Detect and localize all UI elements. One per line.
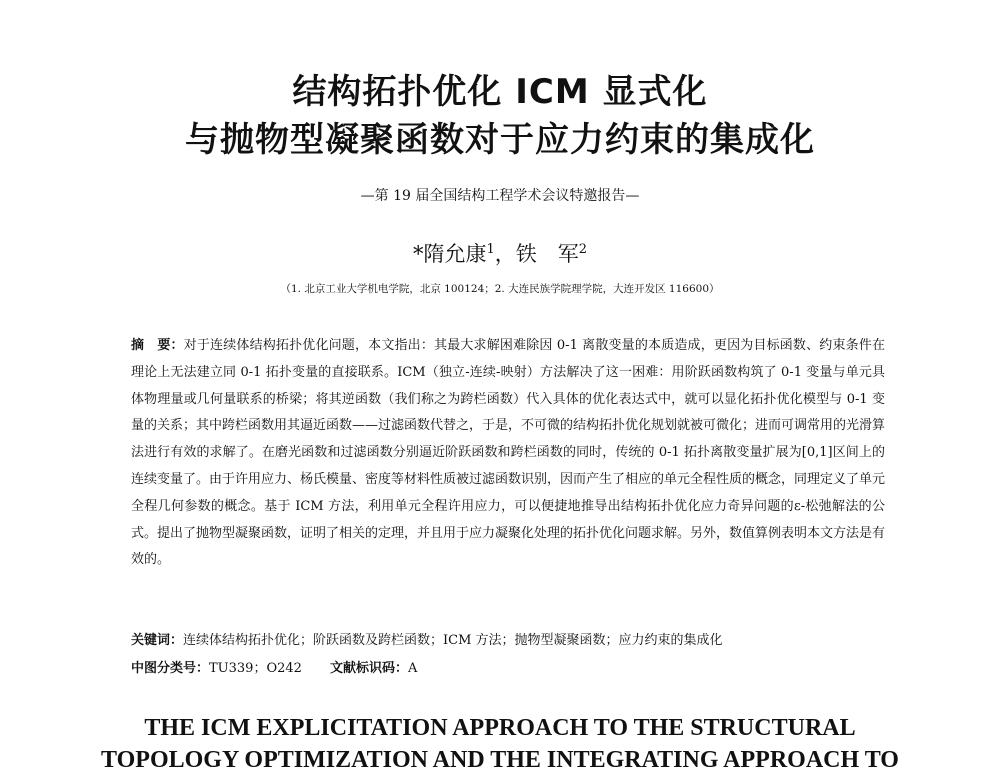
subtitle: —第 19 届全国结构工程学术会议特邀报告—	[360, 188, 640, 204]
keywords-label: 关键词：	[131, 633, 184, 648]
keywords	[131, 631, 885, 651]
author-2-name: 铁 军	[515, 242, 579, 266]
abstract-text: 对于连续体结构拓扑优化问题，本文指出：其最大求解困难除因 0-1 离散变量的本质造成，更因为目标函数、约束条件在理论上无法建立同 0-1 拓扑变量的直接联系。ICM（独立-连续-映射）方法解决了这一困难：用阶跃函数构筑了 0-1 变量与单元具体物理量或几何量联系的桥梁；将其逆函数（我们称之为跨栏函数）代入具体的优化表达式中，就可以显化拓扑优化模型与 0-1 变量的关系；其中跨栏函数用其逼近函数——过滤函数代替之，于是，不可微的结构拓扑优化规划就被可微化；进而可调常用的光滑算法进行有效的求解了。在磨光函数和过滤函数分别逼近阶跃函数和跨栏函数的同时，传统的 0-1 拓扑离散变量扩展为[0,1]区间上的连续变量了。由于许用应力、杨氏模量、密度等材料性质被过滤函数识别，因而产生了相应的单元全程性质的概念，同理定义了单元全程几何参数的概念。基于 ICM 方法，利用单元全程许用应力，可以便捷地推导出结构拓扑优化应力奇异问题的ε-松弛解法的公式。提出了抛物型凝聚函数，证明了相关的定理，并且用于应力凝聚化处理的拓扑优化问题求解。另外，数值算例表明本文方法是有效的。	[131, 338, 886, 568]
clc-label: 中图分类号：	[131, 661, 210, 676]
english-title-line-2: TOPOLOGY OPTIMIZATION AND THE INTEGRATING APPROACH TO	[101, 747, 899, 773]
classification-line	[131, 659, 885, 679]
keywords-text: 连续体结构拓扑优化；阶跃函数及跨栏函数；ICM 方法；抛物型凝聚函数；应力约束的集成化	[183, 633, 723, 648]
doc-code-label: 文献标识码：	[329, 661, 408, 676]
clc-value: TU339；O242	[209, 661, 302, 676]
english-title-line-1: THE ICM EXPLICITATION APPROACH TO THE STRUCTURAL	[144, 715, 856, 741]
author-1-affil-mark: 1	[486, 242, 495, 257]
author-1-name: *隋允康	[412, 242, 487, 266]
author-2-affil-mark: 2	[578, 242, 588, 257]
affiliation: （1. 北京工业大学机电学院，北京 100124；2. 大连民族学院理学院，大连开发区 116600）	[280, 283, 720, 295]
abstract-label: 摘 要：	[131, 338, 184, 353]
title-line-2: 与抛物型凝聚函数对于应力约束的集成化	[185, 120, 815, 160]
english-title	[0, 712, 1000, 776]
abstract-paragraph	[131, 333, 885, 574]
author-line	[0, 236, 1000, 268]
doc-code-value: A	[407, 661, 418, 676]
title-line-1: 结构拓扑优化 ICM 显式化	[292, 72, 708, 112]
author-separator: ，	[494, 242, 516, 266]
